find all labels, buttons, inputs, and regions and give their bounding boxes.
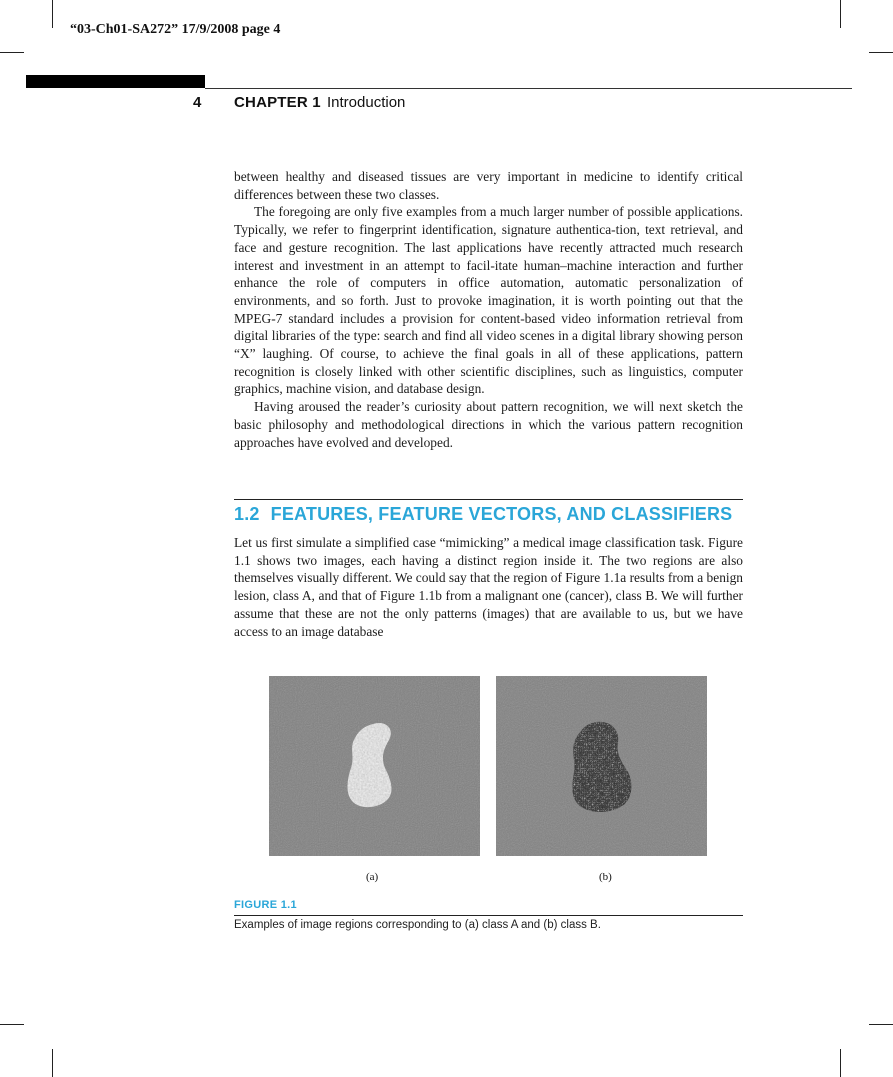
body-text-top [234,168,743,451]
header-bar [26,75,205,88]
header-rule [205,88,852,89]
crop-mark [869,1024,893,1025]
paragraph: Having aroused the reader’s curiosity about pattern recognition, we will next sketch the basic philosophy and methodological directions in which the various pattern recognition approaches have evolved and developed. [234,399,743,450]
paragraph: Let us first simulate a simplified case “mimicking” a medical image classification task. Figure 1.1 shows two images, each having a distinct region inside it. The two regions are also themselves visually different. We could say that the region of Figure 1.1a results from a benign lesion, class A, and that of Figure 1.1b from a malignant one (cancer), class B. We will further assume that these are not the only patterns (images) that are available to us, but we have access to an image database [234,535,744,639]
section-heading [234,504,732,525]
crop-mark [0,1024,24,1025]
section-title: FEATURES, FEATURE VECTORS, AND CLASSIFIERS [270,504,733,524]
paragraph: between healthy and diseased tissues are very important in medicine to identify critical differences between these two classes. [234,169,743,202]
crop-mark [0,52,24,53]
crop-mark [869,52,893,53]
paragraph: The foregoing are only five examples from a much larger number of possible applications. Typically, we refer to fingerprint identification, signature authentica-tion, text retrieval, and face and gesture recognition. The last applications have recently attracted much research interest and investment in an attempt to facil-itate human–machine interaction and further enhance the role of computers in office automation, automatic personalization of environments, and so forth. Just to provoke imagination, it is worth pointing out that the MPEG-7 standard includes a provision for content-based video information retrieval from digital libraries of the type: search and find all video scenes in a digital library showing person “X” laughing. Of course, to achieve the final goals in all of these applications, pattern recognition is closely linked with other scientific disciplines, such as linguistics, computer graphics, machine vision, and database design. [234,204,743,397]
figure-image-a [269,676,480,856]
section-number: 1.2 [234,504,260,524]
figure-sublabel-a: (a) [366,871,379,883]
chapter-title: Introduction [327,94,406,111]
chapter-label: CHAPTER 1 [234,94,321,111]
section-rule [234,499,743,500]
figure-sublabel-b: (b) [599,871,612,883]
figure-title: FIGURE 1.1 [234,899,297,911]
print-slug: “03-Ch01-SA272” 17/9/2008 page 4 [70,22,281,37]
body-text-section [234,534,743,640]
page-number: 4 [193,94,202,111]
crop-mark [52,0,53,28]
figure-caption: Examples of image regions corresponding to (a) class A and (b) class B. [234,919,601,931]
crop-mark [840,0,841,28]
crop-mark [52,1049,53,1077]
figure-rule [234,915,743,916]
crop-mark [840,1049,841,1077]
figure-image-b [496,676,707,856]
